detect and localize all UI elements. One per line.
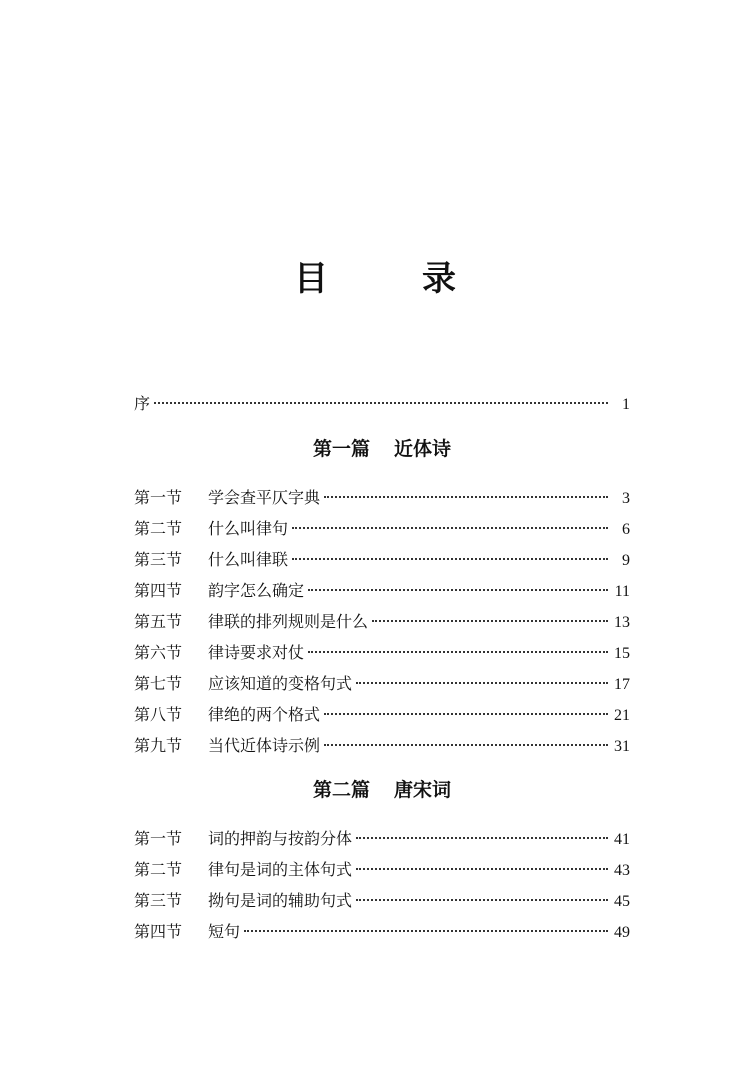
toc-entry[interactable]	[134, 854, 630, 885]
toc-entry-number: 第九节	[134, 736, 183, 755]
toc-entry-title: 律联的排列规则是什么	[208, 612, 369, 631]
toc-entry-title: 短句	[208, 922, 241, 941]
part-number: 第一篇	[312, 438, 370, 460]
dot-leader	[154, 402, 608, 404]
dot-leader	[324, 744, 608, 746]
toc-entry[interactable]	[134, 513, 630, 544]
toc-entry-number: 第八节	[134, 705, 183, 724]
toc-entry[interactable]	[134, 916, 630, 947]
dot-leader	[356, 682, 608, 684]
toc-entry[interactable]	[134, 668, 630, 699]
toc-entry-number: 第二节	[134, 860, 183, 879]
dot-leader	[292, 558, 608, 560]
toc-entry-number: 第一节	[134, 488, 183, 507]
toc-entry-page: 49	[614, 924, 630, 941]
toc-entry-page: 15	[614, 645, 630, 662]
toc-entry[interactable]	[134, 730, 630, 761]
toc-entry-number: 第四节	[134, 581, 183, 600]
toc-entry-title: 韵字怎么确定	[208, 581, 305, 600]
page-title: 目 录	[294, 259, 486, 299]
toc-entry-page: 41	[614, 831, 630, 848]
toc-entry-number: 第七节	[134, 674, 183, 693]
toc-entry[interactable]	[134, 885, 630, 916]
toc-entry-page: 6	[622, 521, 630, 538]
toc-entry[interactable]	[134, 482, 630, 513]
toc-entry[interactable]	[134, 699, 630, 730]
dot-leader	[356, 899, 608, 901]
toc-entry-title: 律句是词的主体句式	[208, 860, 353, 879]
toc-entry-number: 第六节	[134, 643, 183, 662]
toc-entry-title: 律诗要求对仗	[208, 643, 305, 662]
toc-entry-page: 45	[614, 893, 630, 910]
toc-entry-page: 1	[622, 396, 630, 413]
toc-entry-page: 11	[614, 583, 630, 600]
toc-entry-title: 学会查平仄字典	[208, 488, 321, 507]
toc-entry-number: 第三节	[134, 891, 183, 910]
dot-leader	[308, 589, 608, 591]
part-number: 第二篇	[312, 779, 370, 801]
toc-entry-page: 21	[614, 707, 630, 724]
toc-entry[interactable]	[134, 823, 630, 854]
part-name: 近体诗	[394, 438, 452, 460]
dot-leader	[324, 496, 608, 498]
toc-entry-number: 第三节	[134, 550, 183, 569]
toc-entry-page: 17	[614, 676, 630, 693]
toc-entry-title: 应该知道的变格句式	[208, 674, 353, 693]
toc-entry-number: 第一节	[134, 829, 183, 848]
part-name: 唐宋词	[394, 779, 452, 801]
toc-entry-page: 3	[622, 490, 630, 507]
dot-leader	[292, 527, 608, 529]
dot-leader	[356, 868, 608, 870]
toc-entry-title: 什么叫律句	[208, 519, 289, 538]
toc-entry-page: 9	[622, 552, 630, 569]
table-of-contents	[134, 388, 630, 947]
toc-entry-preface[interactable]	[134, 388, 630, 418]
dot-leader	[308, 651, 608, 653]
dot-leader	[356, 837, 608, 839]
toc-entry-title: 当代近体诗示例	[208, 736, 321, 755]
toc-entry-number: 第四节	[134, 922, 183, 941]
toc-entry-page: 43	[614, 862, 630, 879]
toc-entry[interactable]	[134, 575, 630, 606]
toc-entry-title: 序	[134, 394, 151, 413]
dot-leader	[244, 930, 608, 932]
toc-entry-page: 13	[614, 614, 630, 631]
part-heading[interactable]	[134, 434, 630, 464]
toc-entry-title: 什么叫律联	[208, 550, 289, 569]
toc-entry-number: 第五节	[134, 612, 183, 631]
toc-entry[interactable]	[134, 606, 630, 637]
toc-entry[interactable]	[134, 544, 630, 575]
dot-leader	[324, 713, 608, 715]
toc-entry-title: 拗句是词的辅助句式	[208, 891, 353, 910]
toc-entry[interactable]	[134, 637, 630, 668]
dot-leader	[372, 620, 608, 622]
toc-entry-title: 词的押韵与按韵分体	[208, 829, 353, 848]
toc-entry-number: 第二节	[134, 519, 183, 538]
toc-entry-page: 31	[614, 738, 630, 755]
toc-entry-title: 律绝的两个格式	[208, 705, 321, 724]
part-heading[interactable]	[134, 775, 630, 805]
